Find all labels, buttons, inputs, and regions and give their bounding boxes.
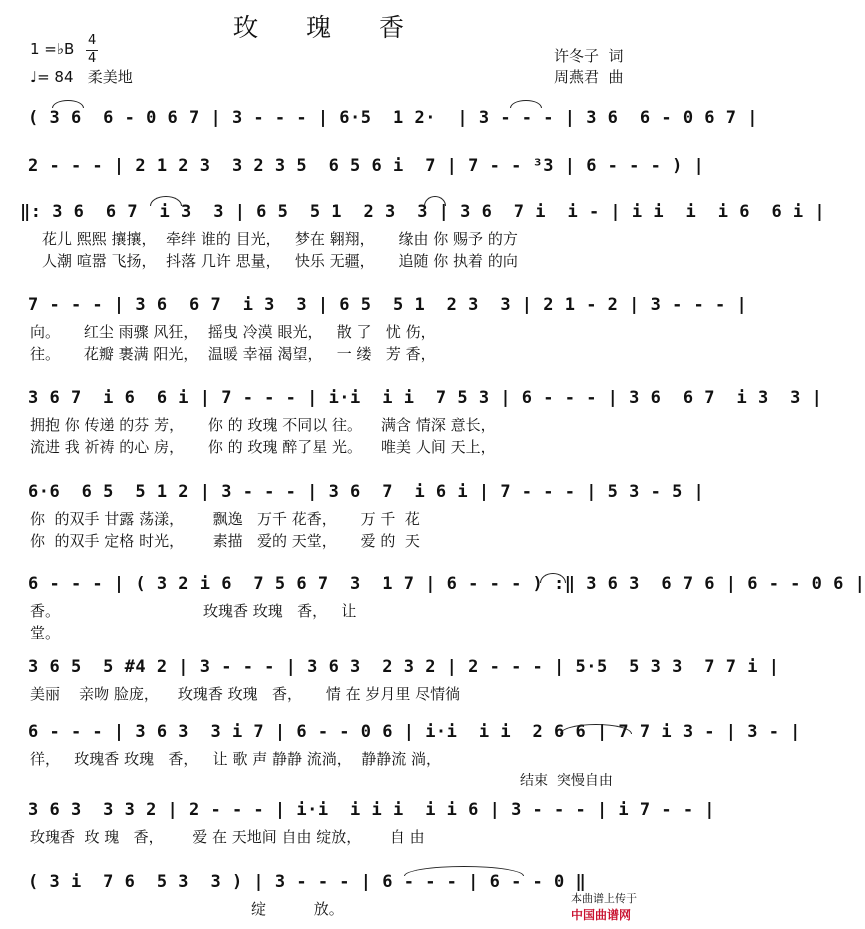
tempo-marking: ♩= 84 柔美地 [30, 68, 133, 86]
composer-credit: 周燕君 曲 [554, 68, 624, 86]
score-row-3-notes: ‖: 3 6 6 7 i 3 3 | 6 5 5 1 2 3 3 | 3 6 7 i i - | i i i i 6 6 i | [20, 202, 826, 222]
score-row-10-lyric-1: 玫瑰香 玫 瑰 香， 爱 在 天地间 自由 绽放， 自 由 [30, 828, 425, 846]
watermark-site-logo: 中国曲谱网 [571, 908, 632, 922]
slur-mark [424, 196, 446, 206]
score-row-7-notes: 6 - - - | ( 3 2 i 6 7 5 6 7 3 1 7 | 6 - - - ) :‖ 3 6 3 6 7 6 | 6 - - 0 6 | [28, 574, 865, 594]
score-row-5-lyric-2: 流进 我 祈祷 的心 房， 你 的 玫瑰 醉了星 光。 唯美 人间 天上， [30, 438, 496, 456]
time-signature-bottom: 4 [88, 51, 97, 66]
score-row-11-lyric-1: 绽 放。 [170, 900, 344, 918]
score-row-1-notes: ( 3 6 6 - 0 6 7 | 3 - - - | 6·5 1 2· | 3 - - - | 3 6 6 - 0 6 7 | [28, 108, 758, 128]
score-row-9-lyric-1: 徉， 玫瑰香 玫瑰 香， 让 歌 声 静静 流淌， 静静流 淌， [30, 750, 442, 768]
slur-mark [510, 100, 542, 108]
tie-mark [404, 866, 524, 876]
time-signature-top: 4 [88, 33, 97, 48]
watermark-prefix: 本曲谱上传于 [571, 892, 637, 905]
score-row-3-lyric-2: 人潮 喧嚣 飞扬， 抖落 几许 思量， 快乐 无疆， 追随 你 执着 的向 [42, 252, 518, 270]
score-row-3-lyric-1: 花儿 熙熙 攘攘， 牵绊 谁的 目光， 梦在 翱翔， 缘由 你 赐予 的方 [42, 230, 518, 248]
lyricist-credit: 许冬子 词 [554, 47, 624, 65]
score-row-6-lyric-1: 你 的双手 甘露 荡漾， 飘逸 万千 花香， 万 千 花 [30, 510, 420, 528]
ending-note: 结束 突慢自由 [520, 773, 613, 789]
key-signature: 1 =♭B [30, 40, 75, 58]
score-row-8-lyric-1: 美丽 亲吻 脸庞， 玫瑰香 玫瑰 香， 情 在 岁月里 尽情徜 [30, 685, 461, 703]
slur-mark [52, 100, 84, 108]
slur-mark [150, 196, 182, 206]
watermark [564, 877, 637, 923]
score-row-2-notes: 2 - - - | 2 1 2 3 3 2 3 5 6 5 6 i 7 | 7 - - ³3 | 6 - - - ) | [28, 156, 705, 176]
score-row-5-lyric-1: 拥抱 你 传递 的芬 芳， 你 的 玫瑰 不同以 往。 满含 情深 意长， [30, 416, 496, 434]
score-row-4-notes: 7 - - - | 3 6 6 7 i 3 3 | 6 5 5 1 2 3 3 | 2 1 - 2 | 3 - - - | [28, 295, 748, 315]
score-row-10-notes: 3 6 3 3 3 2 | 2 - - - | i·i i i i i i 6 | 3 - - - | i 7 - - | [28, 800, 716, 820]
score-row-4-lyric-2: 往。 花瓣 裹满 阳光， 温暖 幸福 渴望， 一 缕 芳 香， [30, 345, 436, 363]
score-row-7-lyric-1: 香。 玫瑰香 玫瑰 香， 让 [30, 602, 357, 620]
score-row-6-lyric-2: 你 的双手 定格 时光， 素描 爱的 天堂， 爱 的 天 [30, 532, 420, 550]
score-row-5-notes: 3 6 7 i 6 6 i | 7 - - - | i·i i i 7 5 3 | 6 - - - | 3 6 6 7 i 3 3 | [28, 388, 823, 408]
score-row-8-notes: 3 6 5 5 #4 2 | 3 - - - | 3 6 3 2 3 2 | 2 - - - | 5·5 5 3 3 7 7 i | [28, 657, 780, 677]
score-row-11-notes: ( 3 i 7 6 5 3 3 ) | 3 - - - | 6 - - - | 6 - - 0 ‖ [28, 872, 587, 892]
song-title: 玫 瑰 香 [233, 13, 424, 42]
score-row-9-notes: 6 - - - | 3 6 3 3 i 7 | 6 - - 0 6 | i·i i i 2 6 6 | 7 7 i 3 - | 3 - | [28, 722, 801, 742]
score-row-4-lyric-1: 向。 红尘 雨骤 风狂， 摇曳 冷漠 眼光， 散 了 忧 伤， [30, 323, 436, 341]
score-row-7-lyric-2: 堂。 [30, 624, 61, 642]
score-row-6-notes: 6·6 6 5 5 1 2 | 3 - - - | 3 6 7 i 6 i | 7 - - - | 5 3 - 5 | [28, 482, 705, 502]
